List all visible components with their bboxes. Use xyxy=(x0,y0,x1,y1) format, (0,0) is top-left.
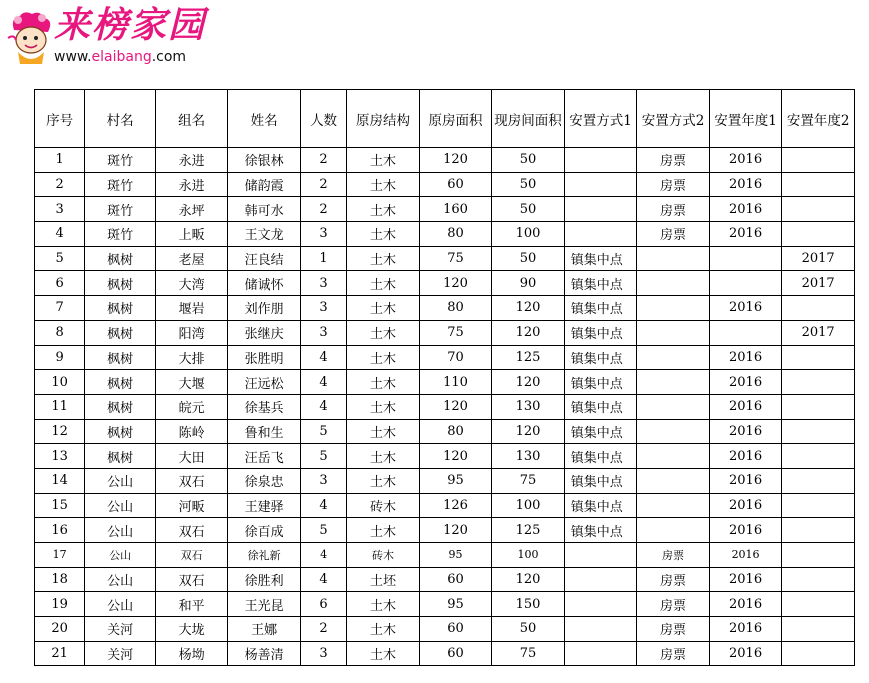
cell-village: 公山 xyxy=(85,543,156,568)
url-brand: elaibang xyxy=(91,49,152,65)
table-row xyxy=(35,345,855,370)
cell-method1: 镇集中点 xyxy=(564,370,637,395)
cell-method1: 镇集中点 xyxy=(564,296,637,321)
cell-method1: 镇集中点 xyxy=(564,345,637,370)
cell-people: 2 xyxy=(300,148,346,173)
cell-year2 xyxy=(782,468,855,493)
cell-group: 杨坳 xyxy=(155,641,228,666)
column-header-seq: 序号 xyxy=(35,90,85,148)
cell-orig-area: 70 xyxy=(419,345,492,370)
cell-structure: 土木 xyxy=(347,394,420,419)
cell-new-area: 50 xyxy=(492,197,565,222)
cell-new-area: 100 xyxy=(492,543,565,568)
cell-method1: 镇集中点 xyxy=(564,468,637,493)
table-row xyxy=(35,518,855,543)
cell-orig-area: 75 xyxy=(419,246,492,271)
cell-group: 老屋 xyxy=(155,246,228,271)
cell-new-area: 130 xyxy=(492,444,565,469)
cell-orig-area: 120 xyxy=(419,148,492,173)
cell-method1 xyxy=(564,172,637,197)
cell-group: 双石 xyxy=(155,518,228,543)
cell-year2 xyxy=(782,394,855,419)
cell-group: 双石 xyxy=(155,543,228,568)
cell-seq: 11 xyxy=(35,394,85,419)
cell-seq: 19 xyxy=(35,592,85,617)
cell-method2 xyxy=(637,468,710,493)
table-row xyxy=(35,320,855,345)
cell-new-area: 130 xyxy=(492,394,565,419)
cell-people: 3 xyxy=(300,320,346,345)
cell-name: 汪岳飞 xyxy=(228,444,301,469)
cell-year2 xyxy=(782,345,855,370)
cell-year2: 2017 xyxy=(782,320,855,345)
cell-orig-area: 80 xyxy=(419,222,492,247)
cell-name: 鲁和生 xyxy=(228,419,301,444)
cell-year1: 2016 xyxy=(709,641,782,666)
cell-year2 xyxy=(782,419,855,444)
cell-year2 xyxy=(782,172,855,197)
cell-group: 阳湾 xyxy=(155,320,228,345)
cell-orig-area: 80 xyxy=(419,296,492,321)
cell-new-area: 50 xyxy=(492,148,565,173)
cell-method1: 镇集中点 xyxy=(564,320,637,345)
cell-method1 xyxy=(564,592,637,617)
cell-seq: 8 xyxy=(35,320,85,345)
cell-new-area: 50 xyxy=(492,617,565,642)
column-header-structure: 原房结构 xyxy=(347,90,420,148)
cell-year2 xyxy=(782,296,855,321)
cell-method2 xyxy=(637,320,710,345)
cell-people: 5 xyxy=(300,419,346,444)
cell-structure: 土木 xyxy=(347,345,420,370)
cell-people: 3 xyxy=(300,222,346,247)
cell-name: 韩可水 xyxy=(228,197,301,222)
cell-method2 xyxy=(637,271,710,296)
url-suffix: .com xyxy=(151,49,187,65)
cell-group: 大田 xyxy=(155,444,228,469)
cell-name: 徐礼新 xyxy=(228,543,301,568)
cell-year2 xyxy=(782,493,855,518)
cell-village: 枫树 xyxy=(85,296,156,321)
table-row xyxy=(35,394,855,419)
cell-seq: 1 xyxy=(35,148,85,173)
cell-seq: 9 xyxy=(35,345,85,370)
table-row xyxy=(35,444,855,469)
column-header-year2: 安置年度2 xyxy=(782,90,855,148)
cell-group: 大堰 xyxy=(155,370,228,395)
cell-method2: 房票 xyxy=(637,641,710,666)
cell-structure: 土木 xyxy=(347,197,420,222)
cell-structure: 土木 xyxy=(347,246,420,271)
cell-year2 xyxy=(782,518,855,543)
cell-seq: 7 xyxy=(35,296,85,321)
cell-village: 斑竹 xyxy=(85,222,156,247)
column-header-method1: 安置方式1 xyxy=(564,90,637,148)
cell-year1: 2016 xyxy=(709,567,782,592)
cell-people: 4 xyxy=(300,493,346,518)
cell-orig-area: 120 xyxy=(419,444,492,469)
table-row xyxy=(35,148,855,173)
cell-village: 枫树 xyxy=(85,320,156,345)
table-row xyxy=(35,419,855,444)
cell-name: 徐胜利 xyxy=(228,567,301,592)
cell-people: 3 xyxy=(300,271,346,296)
cell-new-area: 120 xyxy=(492,419,565,444)
cell-village: 斑竹 xyxy=(85,172,156,197)
cell-year2 xyxy=(782,592,855,617)
cell-people: 3 xyxy=(300,296,346,321)
table-row xyxy=(35,370,855,395)
column-header-name: 姓名 xyxy=(228,90,301,148)
cell-method1 xyxy=(564,148,637,173)
mascot-icon xyxy=(6,8,58,66)
cell-new-area: 90 xyxy=(492,271,565,296)
cell-village: 枫树 xyxy=(85,271,156,296)
cell-method1 xyxy=(564,543,637,568)
cell-village: 公山 xyxy=(85,518,156,543)
cell-method2 xyxy=(637,518,710,543)
cell-group: 皖元 xyxy=(155,394,228,419)
cell-year1 xyxy=(709,320,782,345)
cell-method1: 镇集中点 xyxy=(564,394,637,419)
cell-method1 xyxy=(564,197,637,222)
cell-year1: 2016 xyxy=(709,394,782,419)
cell-seq: 2 xyxy=(35,172,85,197)
cell-year2 xyxy=(782,222,855,247)
cell-method2 xyxy=(637,444,710,469)
cell-name: 张胜明 xyxy=(228,345,301,370)
cell-seq: 5 xyxy=(35,246,85,271)
cell-new-area: 50 xyxy=(492,172,565,197)
column-header-people: 人数 xyxy=(300,90,346,148)
cell-structure: 土木 xyxy=(347,296,420,321)
cell-method1 xyxy=(564,222,637,247)
cell-village: 枫树 xyxy=(85,419,156,444)
cell-method1: 镇集中点 xyxy=(564,444,637,469)
cell-method2 xyxy=(637,419,710,444)
table-row xyxy=(35,222,855,247)
cell-orig-area: 60 xyxy=(419,172,492,197)
cell-structure: 土木 xyxy=(347,222,420,247)
cell-orig-area: 95 xyxy=(419,543,492,568)
cell-method2 xyxy=(637,394,710,419)
cell-name: 王文龙 xyxy=(228,222,301,247)
cell-name: 王建驿 xyxy=(228,493,301,518)
cell-new-area: 120 xyxy=(492,320,565,345)
cell-new-area: 75 xyxy=(492,641,565,666)
cell-year1 xyxy=(709,246,782,271)
site-logo[interactable] xyxy=(6,4,236,68)
cell-group: 陈岭 xyxy=(155,419,228,444)
cell-seq: 15 xyxy=(35,493,85,518)
logo-title: 来榜家园 xyxy=(54,5,207,46)
column-header-village: 村名 xyxy=(85,90,156,148)
cell-new-area: 100 xyxy=(492,222,565,247)
cell-group: 大湾 xyxy=(155,271,228,296)
column-header-year1: 安置年度1 xyxy=(709,90,782,148)
cell-people: 3 xyxy=(300,641,346,666)
cell-village: 枫树 xyxy=(85,394,156,419)
cell-method2: 房票 xyxy=(637,592,710,617)
cell-people: 3 xyxy=(300,468,346,493)
table-row xyxy=(35,296,855,321)
cell-group: 大排 xyxy=(155,345,228,370)
cell-year2 xyxy=(782,617,855,642)
cell-method2 xyxy=(637,493,710,518)
cell-year1: 2016 xyxy=(709,345,782,370)
cell-method2 xyxy=(637,246,710,271)
cell-method2: 房票 xyxy=(637,222,710,247)
cell-seq: 10 xyxy=(35,370,85,395)
cell-structure: 砖木 xyxy=(347,493,420,518)
table-row xyxy=(35,641,855,666)
cell-seq: 17 xyxy=(35,543,85,568)
cell-year1: 2016 xyxy=(709,468,782,493)
cell-orig-area: 60 xyxy=(419,567,492,592)
cell-name: 储诚怀 xyxy=(228,271,301,296)
cell-orig-area: 110 xyxy=(419,370,492,395)
cell-year1: 2016 xyxy=(709,296,782,321)
cell-structure: 土木 xyxy=(347,617,420,642)
cell-group: 河畈 xyxy=(155,493,228,518)
cell-year1: 2016 xyxy=(709,148,782,173)
cell-name: 杨善清 xyxy=(228,641,301,666)
cell-group: 永进 xyxy=(155,148,228,173)
cell-year1: 2016 xyxy=(709,370,782,395)
table-body xyxy=(35,148,855,666)
cell-seq: 21 xyxy=(35,641,85,666)
cell-year2 xyxy=(782,370,855,395)
table-header-row xyxy=(35,90,855,148)
cell-orig-area: 80 xyxy=(419,419,492,444)
cell-structure: 土坯 xyxy=(347,567,420,592)
cell-village: 关河 xyxy=(85,641,156,666)
relocation-table xyxy=(34,89,855,666)
cell-year1: 2016 xyxy=(709,444,782,469)
cell-method2: 房票 xyxy=(637,172,710,197)
cell-method2: 房票 xyxy=(637,543,710,568)
cell-people: 4 xyxy=(300,567,346,592)
cell-orig-area: 60 xyxy=(419,617,492,642)
cell-group: 堰岩 xyxy=(155,296,228,321)
cell-structure: 土木 xyxy=(347,641,420,666)
cell-name: 徐百成 xyxy=(228,518,301,543)
cell-orig-area: 60 xyxy=(419,641,492,666)
cell-seq: 13 xyxy=(35,444,85,469)
cell-new-area: 120 xyxy=(492,370,565,395)
cell-people: 5 xyxy=(300,518,346,543)
cell-new-area: 125 xyxy=(492,518,565,543)
cell-structure: 砖木 xyxy=(347,543,420,568)
cell-village: 公山 xyxy=(85,592,156,617)
cell-method1: 镇集中点 xyxy=(564,419,637,444)
table-row xyxy=(35,592,855,617)
cell-method1: 镇集中点 xyxy=(564,518,637,543)
cell-group: 上畈 xyxy=(155,222,228,247)
cell-group: 和平 xyxy=(155,592,228,617)
cell-people: 1 xyxy=(300,246,346,271)
cell-name: 张继庆 xyxy=(228,320,301,345)
cell-orig-area: 75 xyxy=(419,320,492,345)
cell-method2 xyxy=(637,370,710,395)
cell-structure: 土木 xyxy=(347,320,420,345)
cell-new-area: 50 xyxy=(492,246,565,271)
cell-structure: 土木 xyxy=(347,592,420,617)
cell-structure: 土木 xyxy=(347,468,420,493)
cell-group: 双石 xyxy=(155,468,228,493)
cell-method2: 房票 xyxy=(637,197,710,222)
cell-year2 xyxy=(782,641,855,666)
cell-year2 xyxy=(782,148,855,173)
table-row xyxy=(35,567,855,592)
table-row xyxy=(35,271,855,296)
cell-group: 永进 xyxy=(155,172,228,197)
cell-village: 枫树 xyxy=(85,246,156,271)
cell-village: 斑竹 xyxy=(85,148,156,173)
cell-seq: 3 xyxy=(35,197,85,222)
cell-year2 xyxy=(782,543,855,568)
cell-method2: 房票 xyxy=(637,148,710,173)
cell-method1: 镇集中点 xyxy=(564,493,637,518)
cell-year1: 2016 xyxy=(709,543,782,568)
cell-people: 2 xyxy=(300,197,346,222)
cell-seq: 18 xyxy=(35,567,85,592)
cell-orig-area: 95 xyxy=(419,592,492,617)
cell-village: 枫树 xyxy=(85,370,156,395)
cell-village: 公山 xyxy=(85,468,156,493)
cell-year2 xyxy=(782,444,855,469)
url-prefix: www. xyxy=(54,49,92,65)
cell-year1: 2016 xyxy=(709,493,782,518)
cell-method2: 房票 xyxy=(637,617,710,642)
cell-name: 汪远松 xyxy=(228,370,301,395)
cell-orig-area: 120 xyxy=(419,271,492,296)
cell-year1: 2016 xyxy=(709,518,782,543)
cell-name: 刘作朋 xyxy=(228,296,301,321)
cell-village: 枫树 xyxy=(85,345,156,370)
cell-structure: 土木 xyxy=(347,148,420,173)
cell-year1: 2016 xyxy=(709,197,782,222)
cell-people: 5 xyxy=(300,444,346,469)
table-row xyxy=(35,246,855,271)
cell-year1: 2016 xyxy=(709,222,782,247)
cell-structure: 土木 xyxy=(347,518,420,543)
cell-seq: 12 xyxy=(35,419,85,444)
cell-method1: 镇集中点 xyxy=(564,271,637,296)
cell-seq: 16 xyxy=(35,518,85,543)
cell-people: 4 xyxy=(300,345,346,370)
column-header-group: 组名 xyxy=(155,90,228,148)
cell-year2: 2017 xyxy=(782,271,855,296)
table-row xyxy=(35,493,855,518)
cell-new-area: 75 xyxy=(492,468,565,493)
table-row xyxy=(35,543,855,568)
cell-people: 4 xyxy=(300,394,346,419)
cell-new-area: 120 xyxy=(492,296,565,321)
cell-orig-area: 120 xyxy=(419,394,492,419)
cell-method1: 镇集中点 xyxy=(564,246,637,271)
cell-structure: 土木 xyxy=(347,444,420,469)
cell-new-area: 100 xyxy=(492,493,565,518)
cell-year1: 2016 xyxy=(709,592,782,617)
cell-people: 4 xyxy=(300,370,346,395)
cell-group: 双石 xyxy=(155,567,228,592)
column-header-orig-area: 原房面积 xyxy=(419,90,492,148)
cell-year1: 2016 xyxy=(709,419,782,444)
cell-seq: 6 xyxy=(35,271,85,296)
cell-seq: 14 xyxy=(35,468,85,493)
cell-seq: 20 xyxy=(35,617,85,642)
cell-village: 公山 xyxy=(85,567,156,592)
cell-name: 徐基兵 xyxy=(228,394,301,419)
cell-year2 xyxy=(782,197,855,222)
cell-new-area: 125 xyxy=(492,345,565,370)
cell-new-area: 120 xyxy=(492,567,565,592)
cell-method1 xyxy=(564,617,637,642)
cell-seq: 4 xyxy=(35,222,85,247)
table-row xyxy=(35,197,855,222)
cell-people: 2 xyxy=(300,617,346,642)
cell-method1 xyxy=(564,567,637,592)
cell-year1: 2016 xyxy=(709,172,782,197)
cell-method2 xyxy=(637,296,710,321)
cell-name: 王娜 xyxy=(228,617,301,642)
cell-method1 xyxy=(564,641,637,666)
cell-group: 永坪 xyxy=(155,197,228,222)
cell-name: 储韵霞 xyxy=(228,172,301,197)
cell-orig-area: 95 xyxy=(419,468,492,493)
column-header-new-area: 现房间面积 xyxy=(492,90,565,148)
cell-village: 关河 xyxy=(85,617,156,642)
table-row xyxy=(35,468,855,493)
cell-orig-area: 126 xyxy=(419,493,492,518)
cell-village: 公山 xyxy=(85,493,156,518)
cell-structure: 土木 xyxy=(347,172,420,197)
cell-people: 6 xyxy=(300,592,346,617)
cell-new-area: 150 xyxy=(492,592,565,617)
cell-structure: 土木 xyxy=(347,370,420,395)
cell-structure: 土木 xyxy=(347,419,420,444)
cell-people: 4 xyxy=(300,543,346,568)
cell-village: 枫树 xyxy=(85,444,156,469)
cell-name: 徐银林 xyxy=(228,148,301,173)
cell-name: 徐泉忠 xyxy=(228,468,301,493)
cell-orig-area: 160 xyxy=(419,197,492,222)
cell-orig-area: 120 xyxy=(419,518,492,543)
table-row xyxy=(35,617,855,642)
table-row xyxy=(35,172,855,197)
cell-structure: 土木 xyxy=(347,271,420,296)
cell-method2: 房票 xyxy=(637,567,710,592)
cell-year2: 2017 xyxy=(782,246,855,271)
column-header-method2: 安置方式2 xyxy=(637,90,710,148)
cell-name: 王光昆 xyxy=(228,592,301,617)
cell-group: 大垅 xyxy=(155,617,228,642)
cell-method2 xyxy=(637,345,710,370)
cell-year1 xyxy=(709,271,782,296)
cell-village: 斑竹 xyxy=(85,197,156,222)
logo-url[interactable] xyxy=(54,49,186,65)
cell-year1: 2016 xyxy=(709,617,782,642)
cell-year2 xyxy=(782,567,855,592)
cell-people: 2 xyxy=(300,172,346,197)
cell-name: 汪良结 xyxy=(228,246,301,271)
